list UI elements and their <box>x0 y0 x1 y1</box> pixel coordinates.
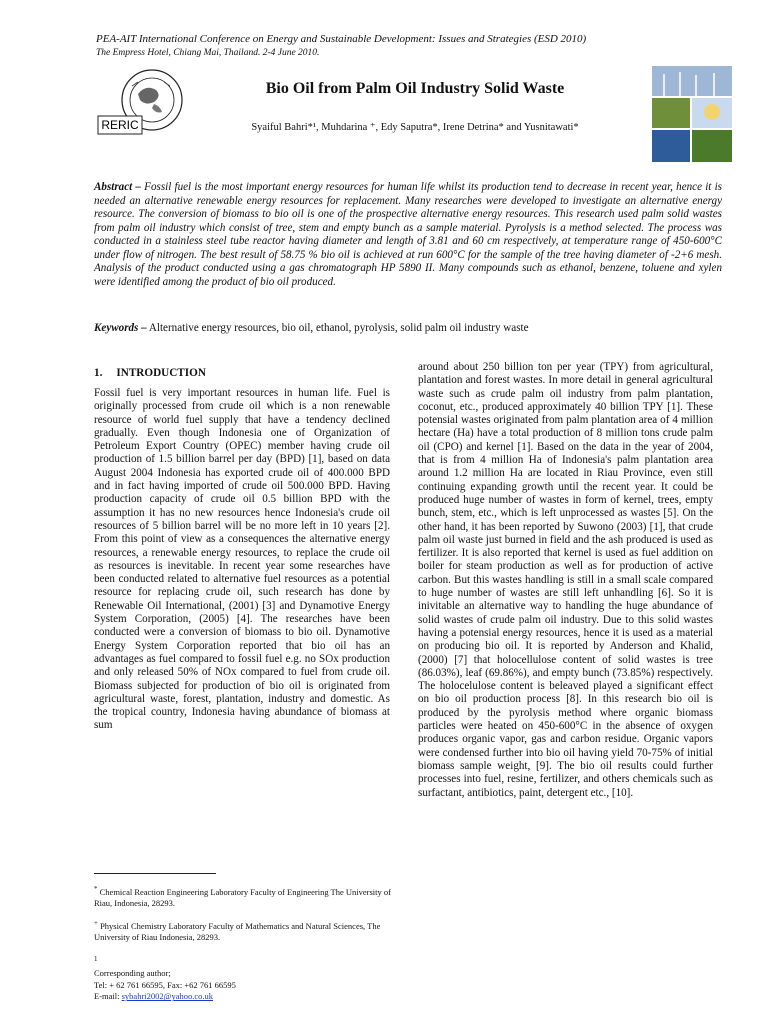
abstract-text: Fossil fuel is the most important energy resources for human life whilst its production tend to decrease in recent year, hence it is needed an alternative renewable energy resources for replacement. Many researches were developed to investigate an alternative energy resource. The conversion of biomass to bio oil is one of the prospective alternative energy resources. This research used palm solid wastes from palm oil industry which consist of tree, stem and empty bunch as a sample material. Pyrolysis is a method selected. The process was conducted in a stainless steel tube reactor having diameter and length of 3.81 and 60 cm respectively, at temperature range of 450-600°C under flow of nitrogen. The best result of 58.75 % bio oil is achieved at run 600°C for the sample of the tree having diameter of -2+6 mesh. Analysis of the product conducted using a gas chromatograph HP 5890 II. Many compounds such as ethanol, benzene, toluene and xylen were identified among the product of bio oil produced. <box>94 181 722 288</box>
footnote-text: Chemical Reaction Engineering Laboratory Faculty of Engineering The University of Riau, Indonesia, 28293. <box>94 886 391 909</box>
energy-photo-collage <box>652 66 732 162</box>
footnote-text: Physical Chemistry Laboratory Faculty of Mathematics and Natural Sciences, The University of Riau Indonesia, 28293. <box>94 920 381 943</box>
footnote-mark: * <box>94 885 98 893</box>
intro-left-column: Fossil fuel is very important resources in human life. Fuel is originally processed from crude oil which is a non renewable resource of world fuel supply that have a tendency declined gradually. Even though Indonesia one of Organization of Petroleum Export Country (OPEC) member having crude oil production of 1.5 billion barrel per day (BPD) [1], based on data August 2004 Indonesia has exported crude oil of 400.000 BPD and in fact having imported of crude oil 500.000 BPD. Having production capacity of crude oil 0.5 billion BPD with the assumption it has no new resources hence Indonesia's crude oil resources of 5 billion barrel will be no more left in 10 years [2]. From this point of view as a consequences the alternative energy resources, a renewable energy resources, to replace the crude oil as resources is inevitable. In recent year some researches have been conducted related to alternative fuel resources as a potential resource for replacing crude oil, such research has done by Renewable Oil International, (2001) [3] and Dynamotive Energy System Corporation, (2005) [4]. The researches have been conducted were a conversion of biomass to bio oil. Dynamotive Energy System Corporation reported that bio oil has an advantages as fuel compared to fossil fuel e.g. no SOx production and only released 50% of NOx compared to fuel from crude oil. Biomass subjected for production of bio oil is originated from agricultural waste, forest, plantation, industry and domestic. As the tropical country, Indonesia having abundance of biomass at sum <box>94 387 390 732</box>
footnote-divider <box>94 873 216 874</box>
conference-title: PEA-AIT International Conference on Energy and Sustainable Development: Issues and Strategies (ESD 2010) <box>96 33 587 45</box>
paper-authors: Syaiful Bahri*¹, Muhdarina ⁺, Edy Saputra*, Irene Detrina* and Yusnitawati* <box>251 122 579 133</box>
conference-header <box>96 32 696 60</box>
section-title: INTRODUCTION <box>116 367 206 379</box>
footnote-corresponding <box>94 954 394 1003</box>
paper-title: Bio Oil from Palm Oil Industry Solid Waste <box>265 80 565 97</box>
footnote-text: Corresponding author; <box>94 968 171 979</box>
intro-right-column: around about 250 billion ton per year (TPY) from agricultural, plantation and forest wastes. In more detail in general agricultural waste such as crude palm oil industry from palm plantation, coconut, etc., produced approximately 40 billion TPY [1]. These potensial wastes originated from palm plantation area of 4 million hectare (Ha) have a total production of 8 million tons crude palm oil (CPO) and kernel [1]. Based on the data in the year of 2004, that is from 4 million Ha of Indonesia's palm plantation area around 1.2 million Ha are located in Riau Province, even still continuing expanding growth until the recent year. It could be produced huge number of wastes in form of kernel, trees, empty bunch, stem, etc., which is left unprocessed as wastes [5]. On the other hand, it has been reported by Suwono (2003) [1], that crude palm oil waste just burned in field and the ash produced is used as fertilizer. It is also reported that kernel is used as fuel addition on boiler for steam production as well as for production of active carbon. But this wastes handling is still in a small scale compared to huge number of wastes are still left unhandling [6]. So it is inivitable an alternative way to handling the huge abundance of solid wastes of crude palm oil industry. Due to this solid wastes having a potensial energy resources, hence it is used as a material on producing bio oil. It is reported by Anderson and Khalid, (2000) [7] that holocellulose content of solid wastes is tree (86.03%), leaf (69.86%), and empty bunch (73.85%) respectively. The holocelulose content is beleaved played a significant effect on bio oil production process [8]. In this research bio oil is produced by the pyrolysis method where organic biomass particles were heated on 450-600°C in the absence of oxygen produces organic vapor, gas and carbon residue. Organic vapors were condensed further into bio oil having yield 70-75% of initial biomass sample weight, [9]. The bio oil results could further processes into fuel, resine, fertilizer, and others chemicals such as surfactant, antibiotics, paint, detergent etc., [10]. <box>418 361 713 799</box>
section-number: 1. <box>94 367 103 379</box>
footnote-mark: + <box>94 919 98 927</box>
keywords-text: Alternative energy resources, bio oil, ethanol, pyrolysis, solid palm oil industry waste <box>148 322 529 334</box>
footnote-mark: 1 <box>94 955 98 963</box>
keywords <box>94 322 722 336</box>
footnote-affiliation-1 <box>94 884 394 910</box>
institute-logo <box>94 64 194 144</box>
email-label: E-mail: <box>94 991 122 1002</box>
abstract-label: Abstract – <box>94 181 141 193</box>
conference-venue: The Empress Hotel, Chiang Mai, Thailand. 2-4 June 2010. <box>96 48 320 58</box>
section-heading <box>94 367 206 379</box>
logo-text: RERIC <box>101 118 139 132</box>
abstract <box>94 181 722 289</box>
footnote-phone: Tel: + 62 761 66595, Fax: +62 761 66595 <box>94 979 236 990</box>
footnote-affiliation-2 <box>94 918 394 944</box>
email-link[interactable]: sybahri2002@yahoo.co.uk <box>121 991 214 1002</box>
keywords-label: Keywords – <box>94 322 147 334</box>
